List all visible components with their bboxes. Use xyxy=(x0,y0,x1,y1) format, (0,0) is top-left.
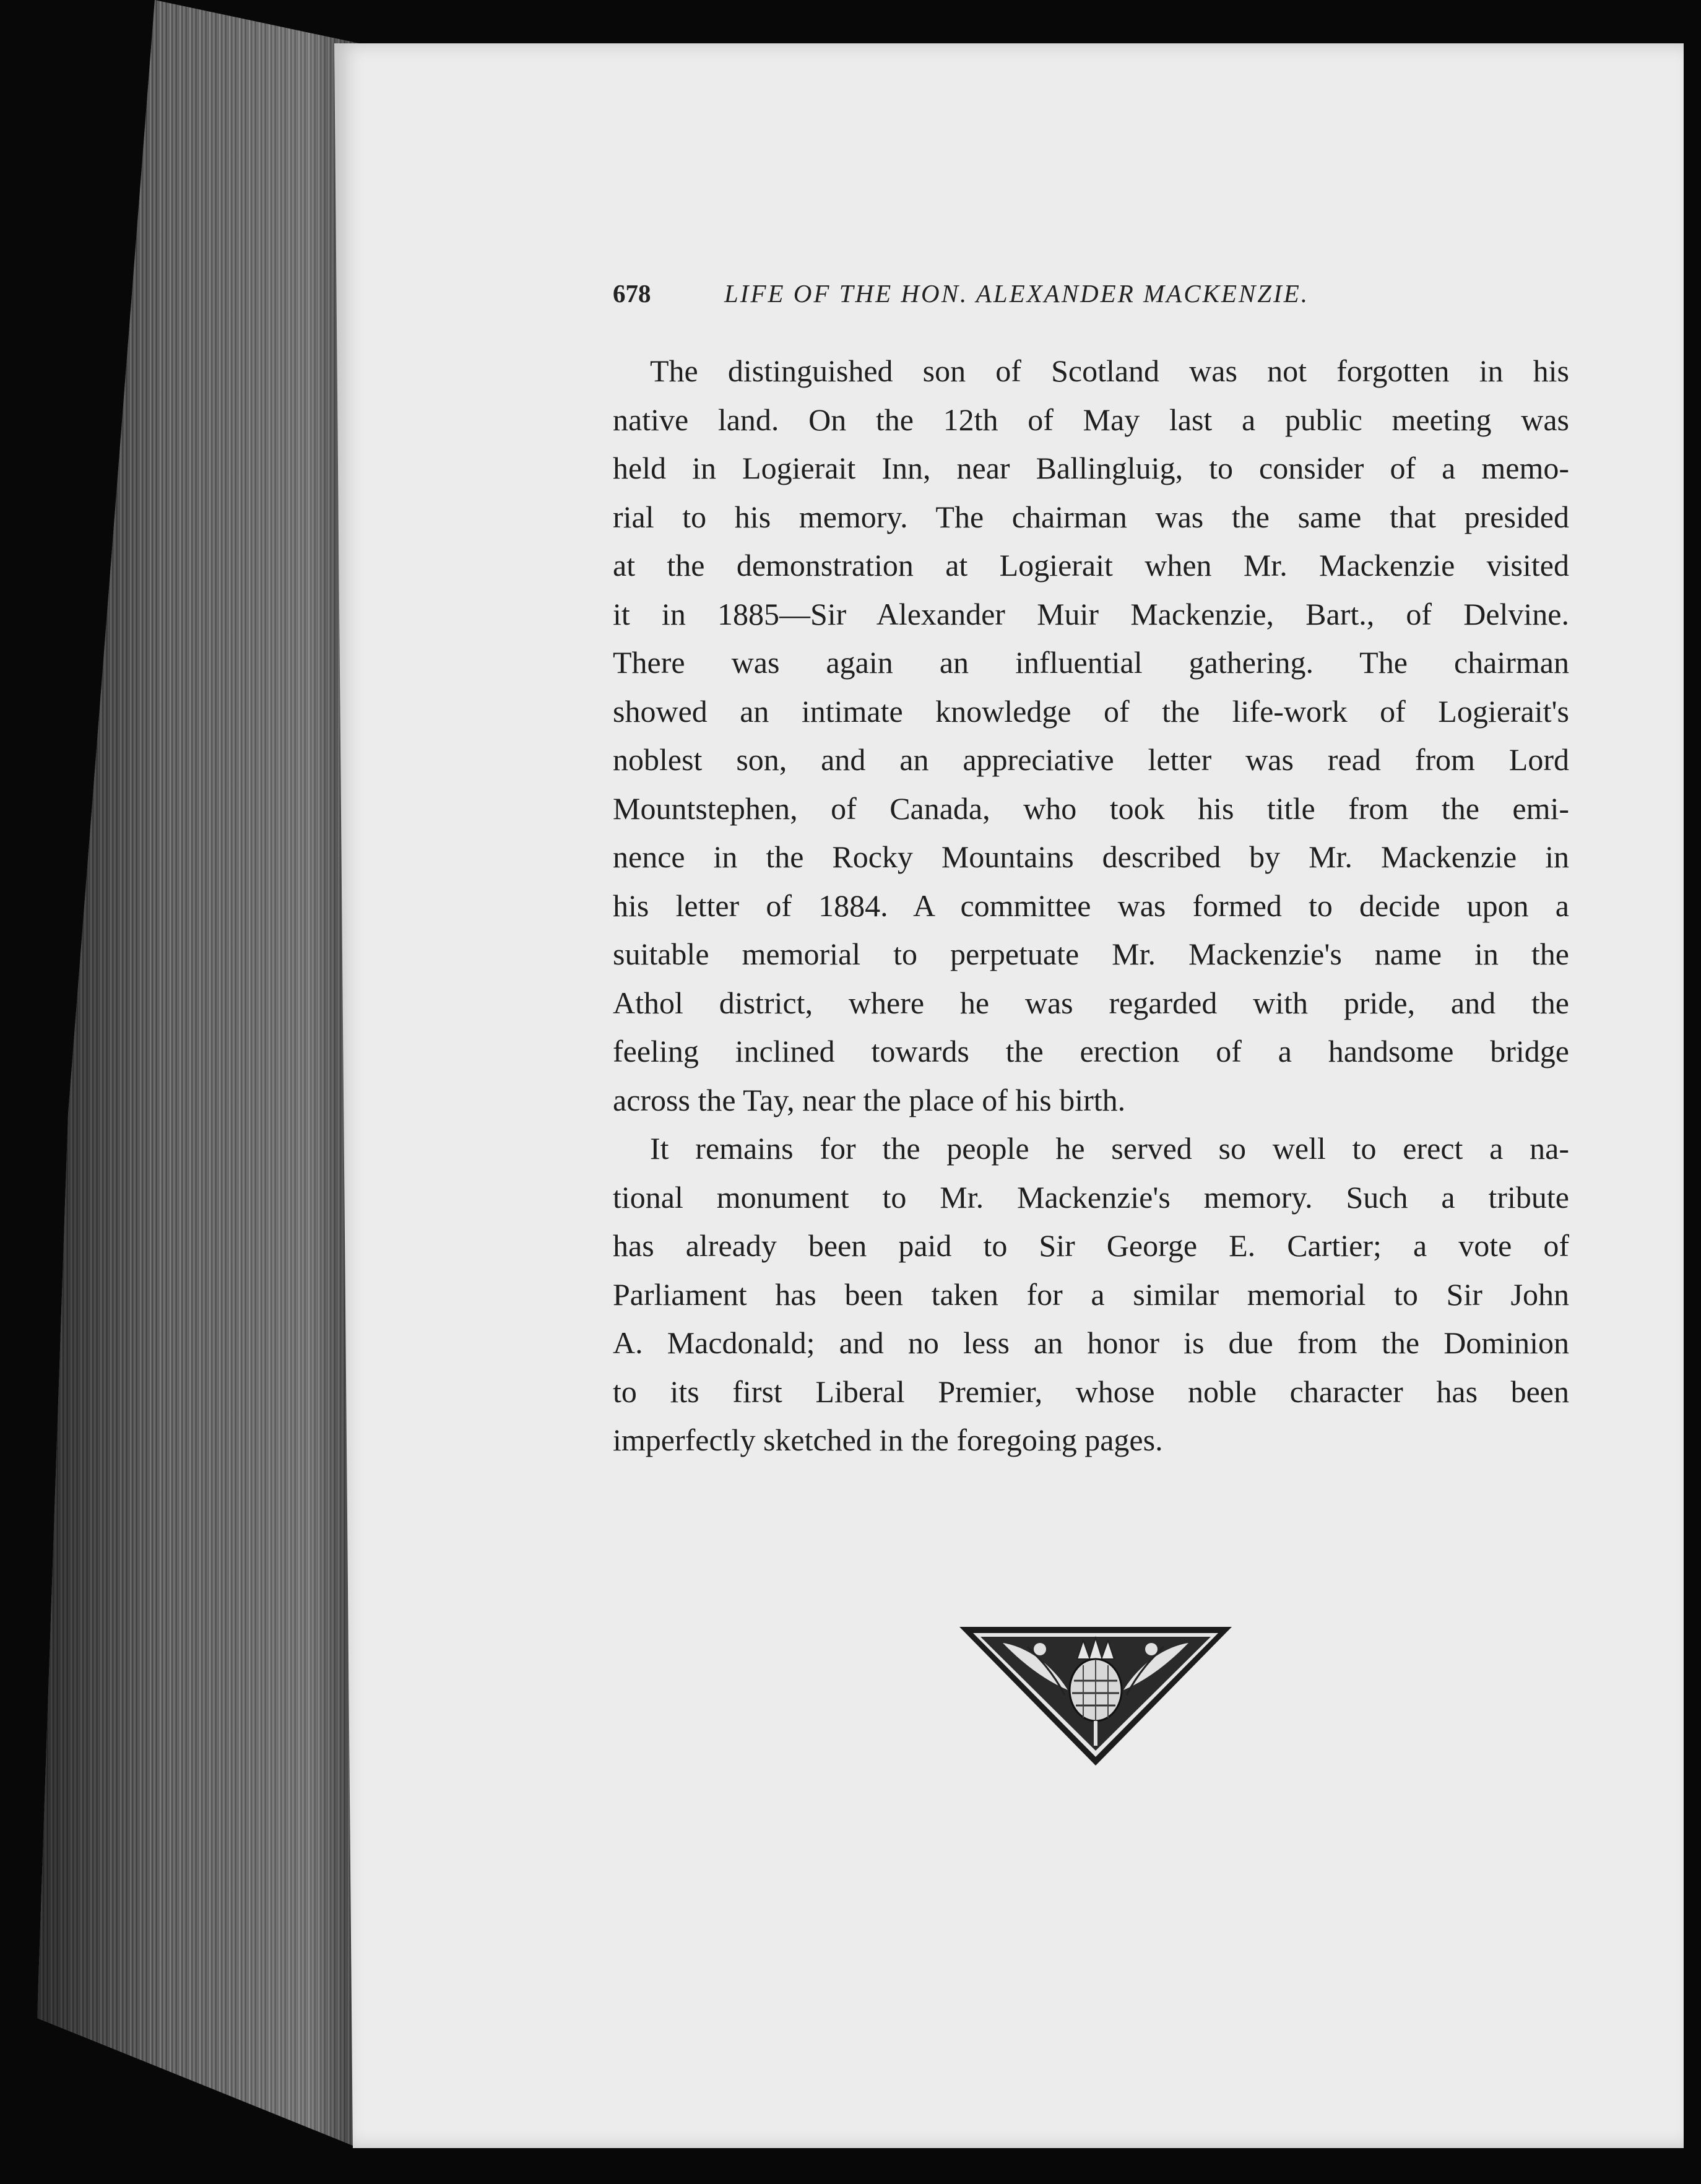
text-line: his letter of 1884. A committee was formed to decide upon a xyxy=(613,888,1569,923)
text-line: across the Tay, near the place of his birth. xyxy=(613,1082,1126,1117)
text-line: Athol district, where he was regarded with pride, and the xyxy=(613,985,1569,1020)
text-line: suitable memorial to perpetuate Mr. Mackenzie's name in the xyxy=(613,937,1569,971)
running-title: LIFE OF THE HON. ALEXANDER MACKENZIE. xyxy=(724,279,1310,308)
text-line: noblest son, and an appreciative letter was read from Lord xyxy=(613,742,1569,777)
text-line: tional monument to Mr. Mackenzie's memory. Such a tribute xyxy=(613,1179,1569,1215)
text-line: nence in the Rocky Mountains described by Mr. Mackenzie in xyxy=(613,839,1569,874)
text-line: The distinguished son of Scotland was not forgotten in his xyxy=(650,353,1569,388)
body-text xyxy=(613,347,1569,1465)
text-line: it in 1885—Sir Alexander Muir Mackenzie, Bart., of Delvine. xyxy=(613,596,1569,631)
paragraph-1 xyxy=(613,347,1569,1124)
text-line: There was again an influential gathering. The chairman xyxy=(613,645,1569,680)
running-head xyxy=(613,279,1442,316)
text-line: at the demonstration at Logierait when Mr. Mackenzie visited xyxy=(613,548,1569,583)
text-line: feeling inclined towards the erection of a handsome bridge xyxy=(613,1034,1569,1068)
paragraph-2 xyxy=(613,1124,1569,1465)
text-line: A. Macdonald; and no less an honor is due from the Dominion xyxy=(613,1325,1569,1360)
text-line: has already been paid to Sir George E. Cartier; a vote of xyxy=(613,1228,1569,1263)
thistle-tailpiece-icon xyxy=(959,1622,1232,1770)
text-line: Parliament has been taken for a similar memorial to Sir John xyxy=(613,1276,1569,1312)
text-line: showed an intimate knowledge of the life-work of Logierait's xyxy=(613,693,1569,729)
text-line: held in Logierait Inn, near Ballingluig, to consider of a memo- xyxy=(613,451,1569,485)
text-line: It remains for the people he served so well to erect a na- xyxy=(650,1131,1569,1166)
book-page-edges xyxy=(37,0,359,2148)
text-line: native land. On the 12th of May last a public meeting was xyxy=(613,402,1569,437)
page-number: 678 xyxy=(613,279,651,308)
text-line: to its first Liberal Premier, whose noble character has been xyxy=(613,1374,1569,1409)
text-line: imperfectly sketched in the foregoing pages. xyxy=(613,1423,1163,1457)
text-line: Mountstephen, of Canada, who took his title from the emi- xyxy=(613,791,1569,826)
text-line: rial to his memory. The chairman was the same that presided xyxy=(613,499,1569,534)
